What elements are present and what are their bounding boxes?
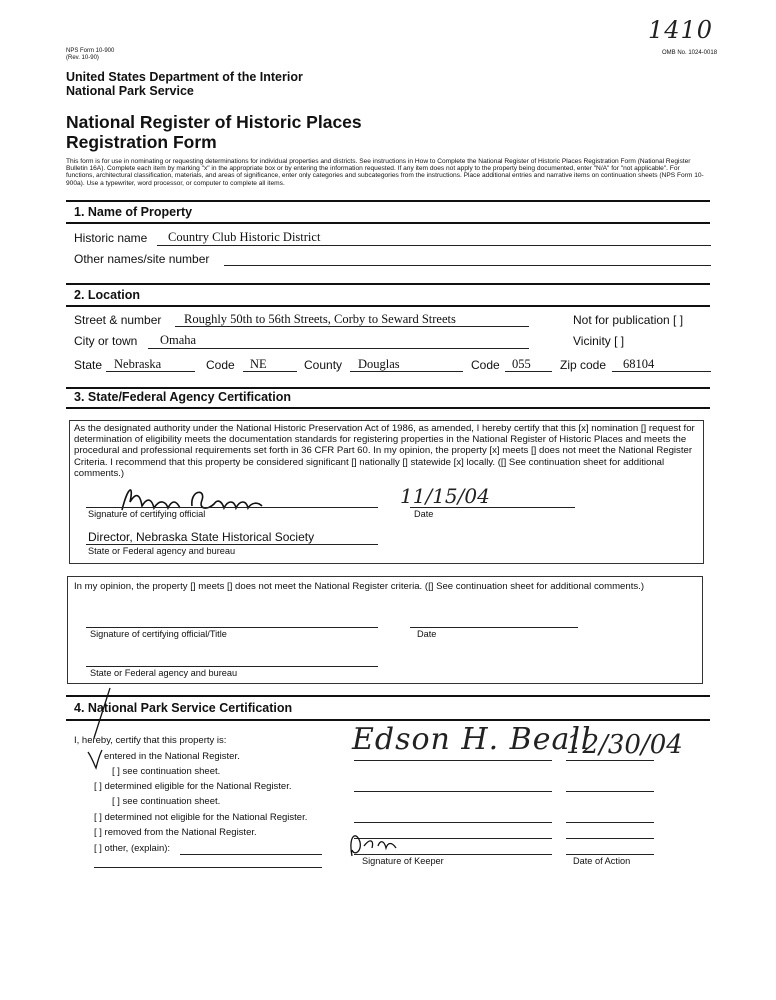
county-code-value[interactable]: 055 [512, 357, 531, 371]
field-underline [566, 854, 654, 855]
state-code-label: Code [206, 358, 235, 372]
state-label: State [74, 358, 103, 372]
street-label: Street & number [74, 313, 162, 327]
field-underline [566, 822, 654, 823]
field-underline [566, 791, 654, 792]
section-divider [66, 695, 710, 697]
certification-statement: As the designated authority under the National Historic Preservation Act of 1986, as amended, I hereby certify that this [x] nomination [] request for determination of eligibility meets the documentation standards for registering properties in the National Register of Historic Places and meets the procedural and professional requirements set forth in 36 CFR Part 60. In my opinion, the property [x] meets [] does not meet the National Register Criteria. I recommend that this property be considered significant [] nationally [] statewide [x] locally. ([] See continuation sheet for additional comments.) [74, 423, 695, 479]
form-number: NPS Form 10-900 [66, 48, 115, 54]
zip-value[interactable]: 68104 [623, 357, 655, 371]
field-underline [157, 245, 711, 246]
keeper-label: Signature of Keeper [362, 856, 444, 866]
continuation-option[interactable]: [ ] see continuation sheet. [112, 796, 221, 807]
field-underline [354, 822, 552, 823]
historic-name-value[interactable]: Country Club Historic District [168, 230, 321, 244]
street-value[interactable]: Roughly 50th to 56th Streets, Corby to Seward Streets [184, 312, 456, 326]
section-4-title: 4. National Park Service Certification [74, 701, 293, 715]
city-value[interactable]: Omaha [160, 333, 197, 347]
field-underline [566, 760, 654, 761]
form-title-line1: National Register of Historic Places [66, 112, 362, 132]
continuation-option[interactable]: [ ] see continuation sheet. [112, 766, 221, 777]
section-1-title: 1. Name of Property [74, 205, 193, 219]
section-2-title: 2. Location [74, 288, 140, 302]
county-code-label: Code [471, 358, 500, 372]
form-revision: (Rev. 10-90) [66, 55, 99, 61]
keeper-signature-handwritten: Edson H. Beall [352, 722, 592, 757]
signature2-label: Signature of certifying official/Title [90, 629, 227, 639]
not-for-publication-checkbox[interactable]: Not for publication [ ] [573, 313, 684, 327]
field-underline [86, 627, 378, 628]
field-underline [180, 854, 322, 855]
zip-label: Zip code [560, 358, 607, 372]
field-underline [86, 544, 378, 545]
section-divider [66, 387, 710, 389]
not-eligible-option[interactable]: [ ] determined not eligible for the National Register. [94, 812, 308, 823]
field-underline [94, 867, 322, 868]
field-underline [612, 371, 711, 372]
section-divider [66, 222, 710, 224]
other-names-label: Other names/site number [74, 252, 210, 266]
omb-number: OMB No. 1024-0018 [662, 50, 718, 56]
county-value[interactable]: Douglas [358, 357, 400, 371]
field-underline [410, 627, 578, 628]
state-code-value[interactable]: NE [250, 357, 267, 371]
field-underline [106, 371, 195, 372]
field-underline [224, 265, 711, 266]
state-value[interactable]: Nebraska [114, 357, 162, 371]
vicinity-checkbox[interactable]: Vicinity [ ] [573, 334, 625, 348]
field-underline [175, 326, 529, 327]
section-divider [66, 407, 710, 409]
section-3-title: 3. State/Federal Agency Certification [74, 390, 291, 404]
section-divider [66, 305, 710, 307]
nps-certify-intro: I, hereby, certify that this property is: [74, 735, 227, 746]
action-date-label: Date of Action [573, 856, 631, 866]
certification-date-handwritten: 11/15/04 [400, 484, 490, 508]
service-name: National Park Service [66, 84, 194, 98]
action-date-handwritten: 12/30/04 [566, 730, 683, 760]
eligible-option[interactable]: [ ] determined eligible for the National Register. [94, 781, 292, 792]
field-underline [86, 666, 378, 667]
field-underline [354, 854, 552, 855]
opinion-statement: In my opinion, the property [] meets [] does not meet the National Register criteria. ([] See continuation sheet for additional comments.) [74, 581, 645, 592]
county-label: County [304, 358, 343, 372]
section-divider [66, 719, 710, 721]
date2-label: Date [417, 629, 437, 639]
field-underline [410, 507, 575, 508]
handwritten-reference-number: 1410 [648, 16, 714, 44]
field-underline [566, 838, 654, 839]
field-underline [86, 507, 378, 508]
section-divider [66, 283, 710, 285]
section-divider [66, 200, 710, 202]
field-underline [354, 791, 552, 792]
other-option[interactable]: [ ] other, (explain): [94, 843, 171, 854]
agency2-label: State or Federal agency and bureau [90, 668, 238, 678]
field-underline [350, 371, 463, 372]
field-underline [354, 760, 552, 761]
agency-value[interactable]: Director, Nebraska State Historical Society [88, 530, 315, 544]
field-underline [148, 348, 529, 349]
department-name: United States Department of the Interior [66, 70, 303, 84]
historic-name-label: Historic name [74, 231, 148, 245]
date-label: Date [414, 509, 434, 519]
agency-label: State or Federal agency and bureau [88, 546, 236, 556]
city-label: City or town [74, 334, 138, 348]
entered-option[interactable]: entered in the National Register. [104, 751, 240, 762]
signature-label: Signature of certifying official [88, 509, 206, 519]
field-underline [243, 371, 297, 372]
form-instructions: This form is for use in nominating or requesting determinations for individual properties and districts. See instructions in How to Complete the National Register of Historic Places Registration Form (National Register Bulletin 16A). Complete each item by marking "x" in the appropriate box or by entering the information requested. If any item does not apply to the property being documented, enter "N/A" for "not applicable". For functions, architectural classification, materials, and areas of significance, enter only categories and subcategories from the instructions. Place additional entries and narrative items on continuation sheets (NPS Form 10-900a). Use a typewriter, word processor, or computer to complete all items. [66, 158, 704, 187]
field-underline [505, 371, 552, 372]
removed-option[interactable]: [ ] removed from the National Register. [94, 827, 257, 838]
form-title-line2: Registration Form [66, 132, 217, 152]
